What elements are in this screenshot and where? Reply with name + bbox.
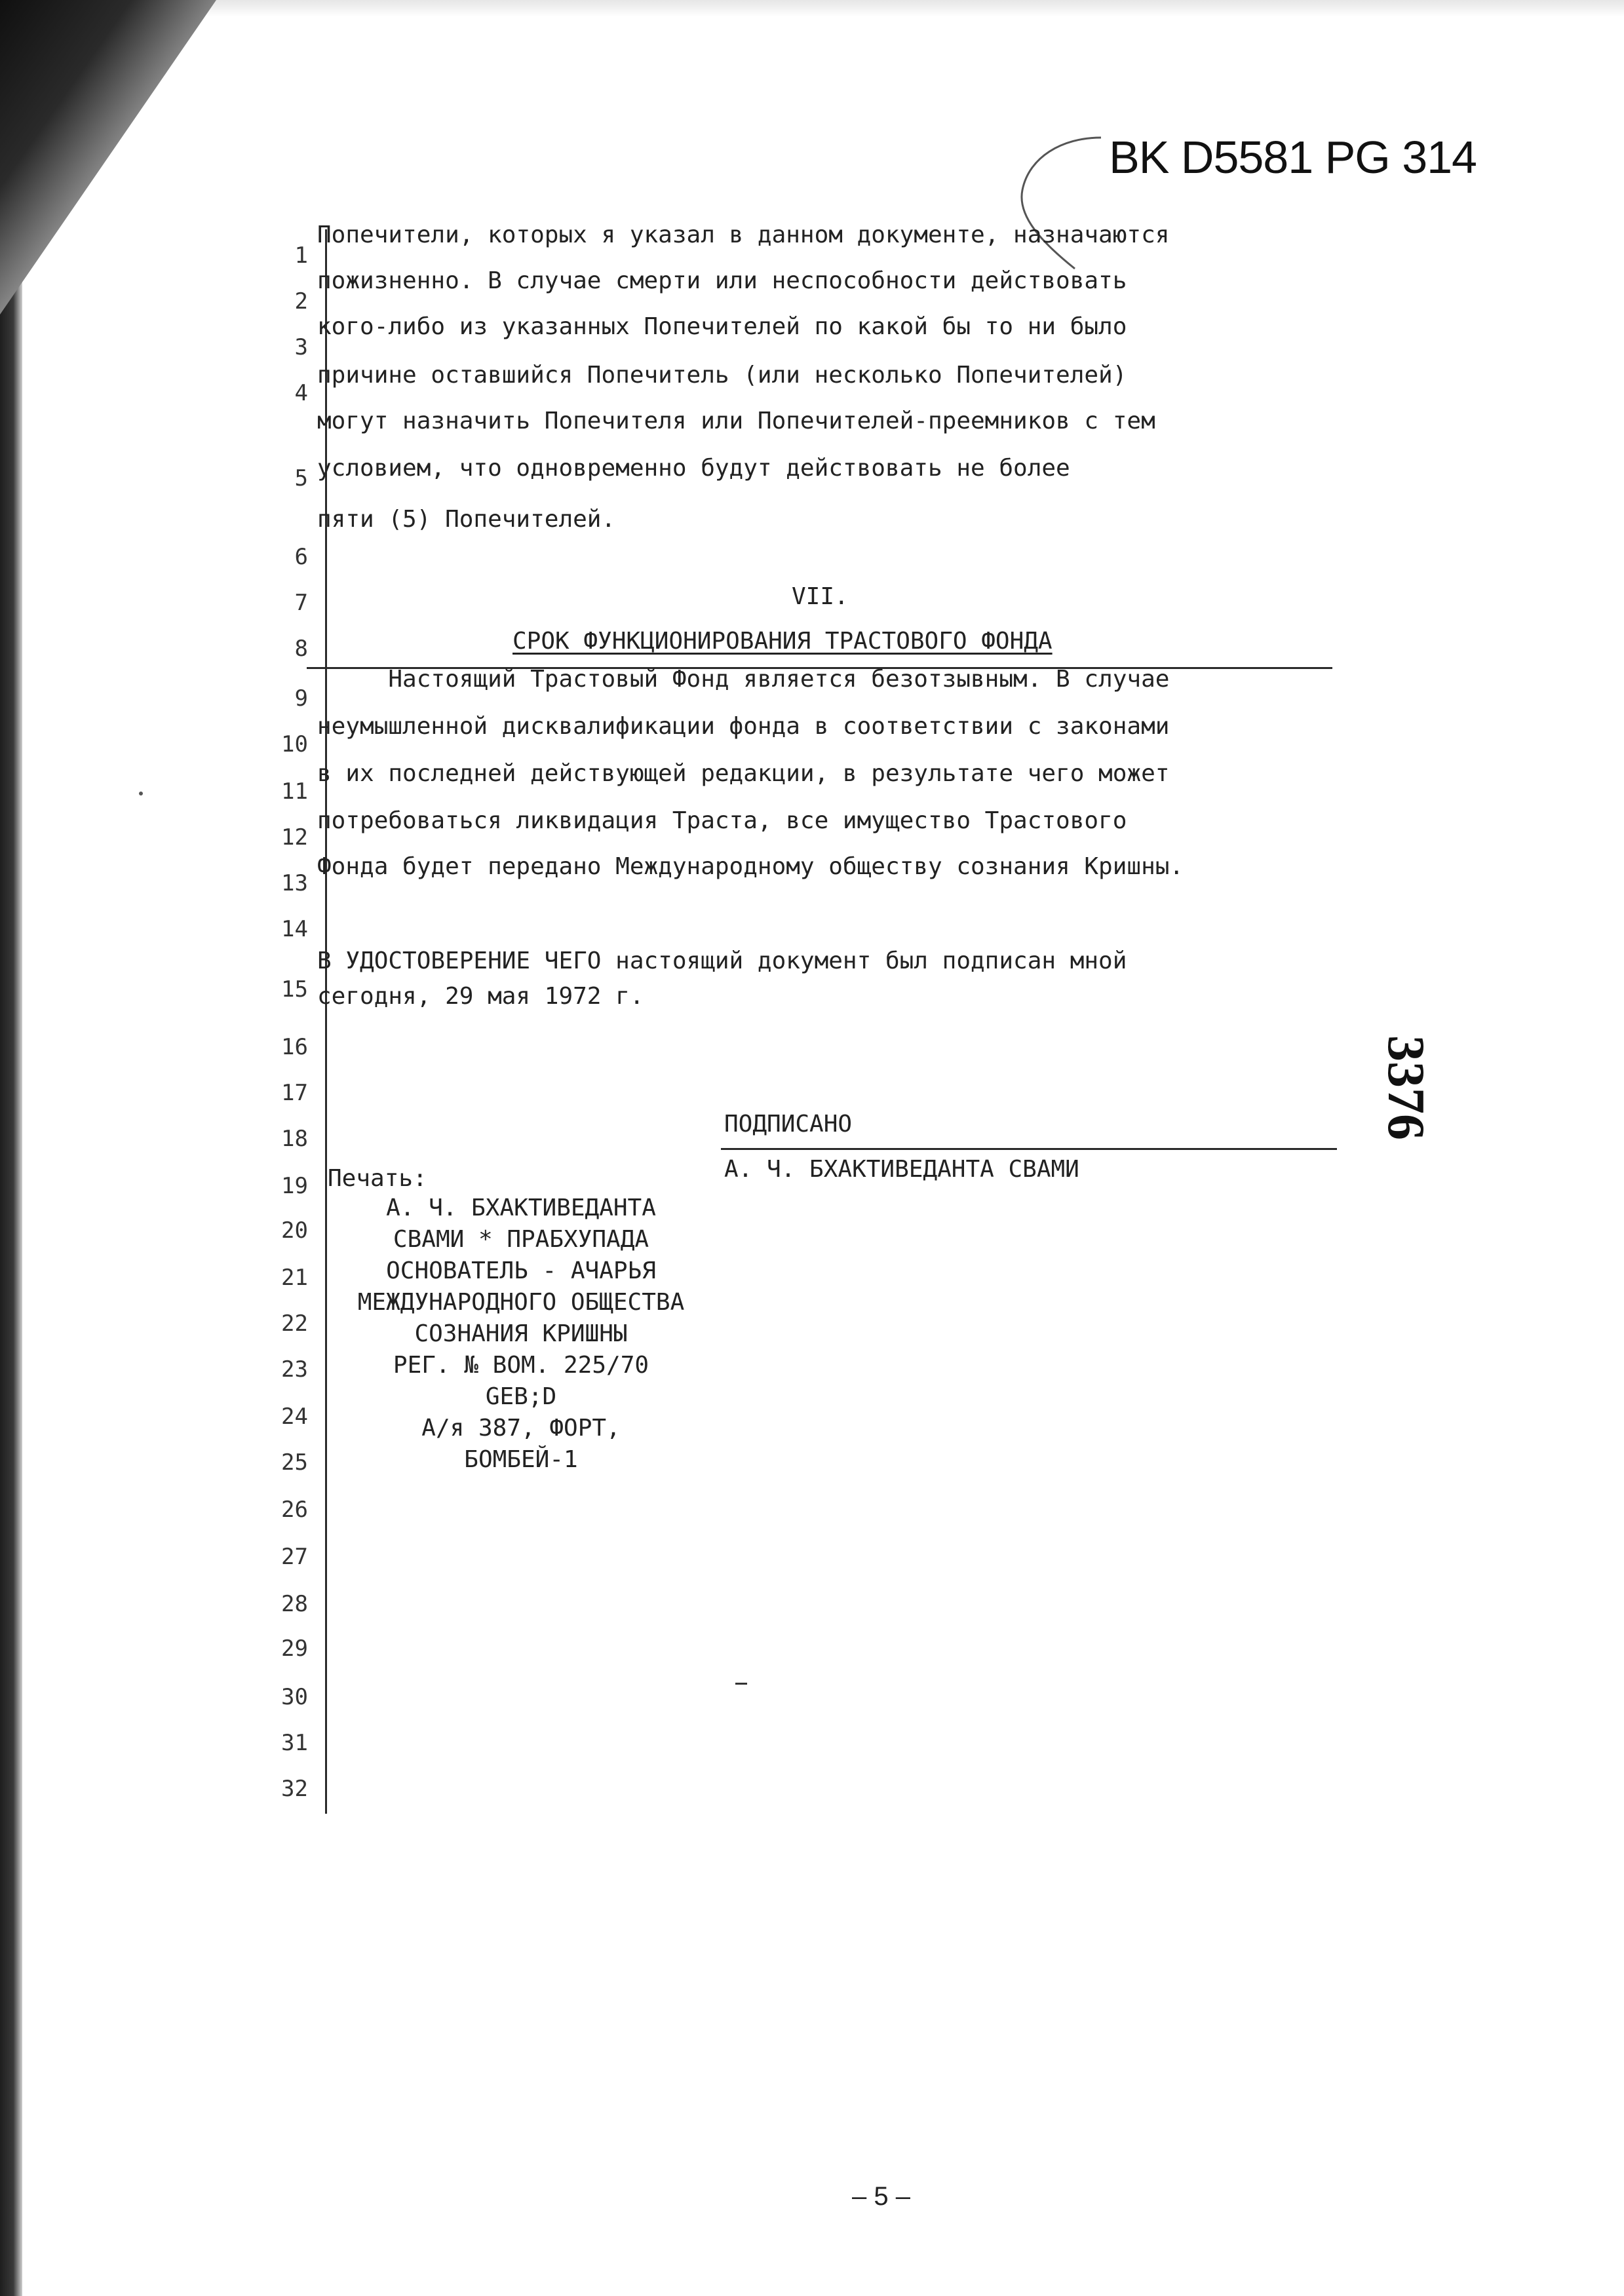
line-number: 22 — [281, 1311, 308, 1337]
signed-label: ПОДПИСАНО — [724, 1111, 853, 1138]
text-line: потребоваться ликвидация Траста, все имущество Трастового — [317, 807, 1127, 834]
text-line: Фонда будет передано Международному обществу сознания Кришны. — [317, 853, 1184, 880]
line-number: 15 — [281, 976, 308, 1003]
line-number: 32 — [281, 1776, 308, 1802]
pen-scribble-icon — [1003, 131, 1108, 275]
line-number: 31 — [281, 1730, 308, 1756]
seal-line: БОМБЕЙ-1 — [464, 1446, 578, 1473]
seal-line: МЕЖДУНАРОДНОГО ОБЩЕСТВА — [357, 1289, 685, 1316]
line-number: 8 — [294, 636, 308, 662]
line-number: 23 — [281, 1356, 308, 1383]
seal-heading: Печать: — [328, 1165, 427, 1192]
line-number: 14 — [281, 916, 308, 942]
line-number: 9 — [294, 685, 308, 712]
book-page-reference: BK D5581 PG 314 — [1109, 132, 1477, 183]
signer-name: А. Ч. БХАКТИВЕДАНТА СВАМИ — [724, 1156, 1079, 1183]
signature-line — [721, 1148, 1337, 1150]
line-number: 19 — [281, 1173, 308, 1199]
scan-left-edge — [0, 0, 22, 2296]
line-number: 21 — [281, 1265, 308, 1291]
seal-line: РЕГ. № ВОМ. 225/70 — [393, 1352, 649, 1379]
line-number: 27 — [281, 1544, 308, 1570]
stray-mark — [735, 1683, 747, 1685]
line-number: 16 — [281, 1034, 308, 1060]
seal-line: А/я 387, ФОРТ, — [421, 1415, 621, 1442]
seal-line: СВАМИ * ПРАБХУПАДА — [393, 1226, 649, 1253]
line-number: 10 — [281, 731, 308, 757]
text-line: причине оставшийся Попечитель (или несколько Попечителей) — [317, 362, 1127, 389]
line-number: 29 — [281, 1636, 308, 1662]
line-number: 1 — [294, 242, 308, 269]
side-stamp-number: 3376 — [1377, 1035, 1435, 1140]
line-number: 6 — [294, 544, 308, 570]
text-line: кого-либо из указанных Попечителей по какой бы то ни было — [317, 313, 1127, 340]
text-line: в их последней действующей редакции, в результате чего может — [317, 760, 1170, 787]
scan-top-shadow — [0, 0, 1624, 17]
line-number: 25 — [281, 1449, 308, 1476]
line-number: 26 — [281, 1497, 308, 1523]
scan-folded-corner — [0, 0, 216, 315]
line-number: 3 — [294, 334, 308, 360]
line-number: 7 — [294, 590, 308, 616]
line-number: 4 — [294, 380, 308, 406]
section-number: VII. — [792, 583, 849, 610]
text-line: Попечители, которых я указал в данном документе, назначаются — [317, 221, 1170, 248]
text-line: сегодня, 29 мая 1972 г. — [317, 983, 644, 1010]
line-number: 12 — [281, 824, 308, 851]
text-line: неумышленной дисквалификации фонда в соответствии с законами — [317, 713, 1170, 740]
page-number: – 5 – — [852, 2182, 910, 2211]
line-number: 11 — [281, 778, 308, 805]
line-number: 17 — [281, 1080, 308, 1106]
line-number: 5 — [294, 465, 308, 491]
stray-dot — [139, 792, 143, 795]
line-number: 28 — [281, 1591, 308, 1617]
text-line: условием, что одновременно будут действовать не более — [317, 455, 1070, 482]
text-line: пяти (5) Попечителей. — [317, 506, 616, 533]
seal-line: СОЗНАНИЯ КРИШНЫ — [414, 1320, 628, 1347]
text-line: Настоящий Трастовый Фонд является безотзывным. В случае — [317, 666, 1170, 693]
line-number: 2 — [294, 288, 308, 315]
section-title: СРОК ФУНКЦИОНИРОВАНИЯ ТРАСТОВОГО ФОНДА — [512, 628, 1053, 655]
seal-line: А. Ч. БХАКТИВЕДАНТА — [386, 1195, 656, 1221]
text-line: В УДОСТОВЕРЕНИЕ ЧЕГО настоящий документ был подписан мной — [317, 947, 1127, 974]
text-line: пожизненно. В случае смерти или неспособности действовать — [317, 267, 1127, 294]
line-number: 13 — [281, 870, 308, 896]
text-line: могут назначить Попечителя или Попечителей-преемников с тем — [317, 408, 1155, 434]
line-number: 18 — [281, 1126, 308, 1152]
line-number: 24 — [281, 1404, 308, 1430]
line-number: 20 — [281, 1217, 308, 1244]
seal-line: ОСНОВАТЕЛЬ - АЧАРЬЯ — [386, 1257, 656, 1284]
seal-line: GEB;D — [485, 1383, 557, 1410]
line-number: 30 — [281, 1684, 308, 1710]
seal-text-block — [321, 1193, 721, 1476]
